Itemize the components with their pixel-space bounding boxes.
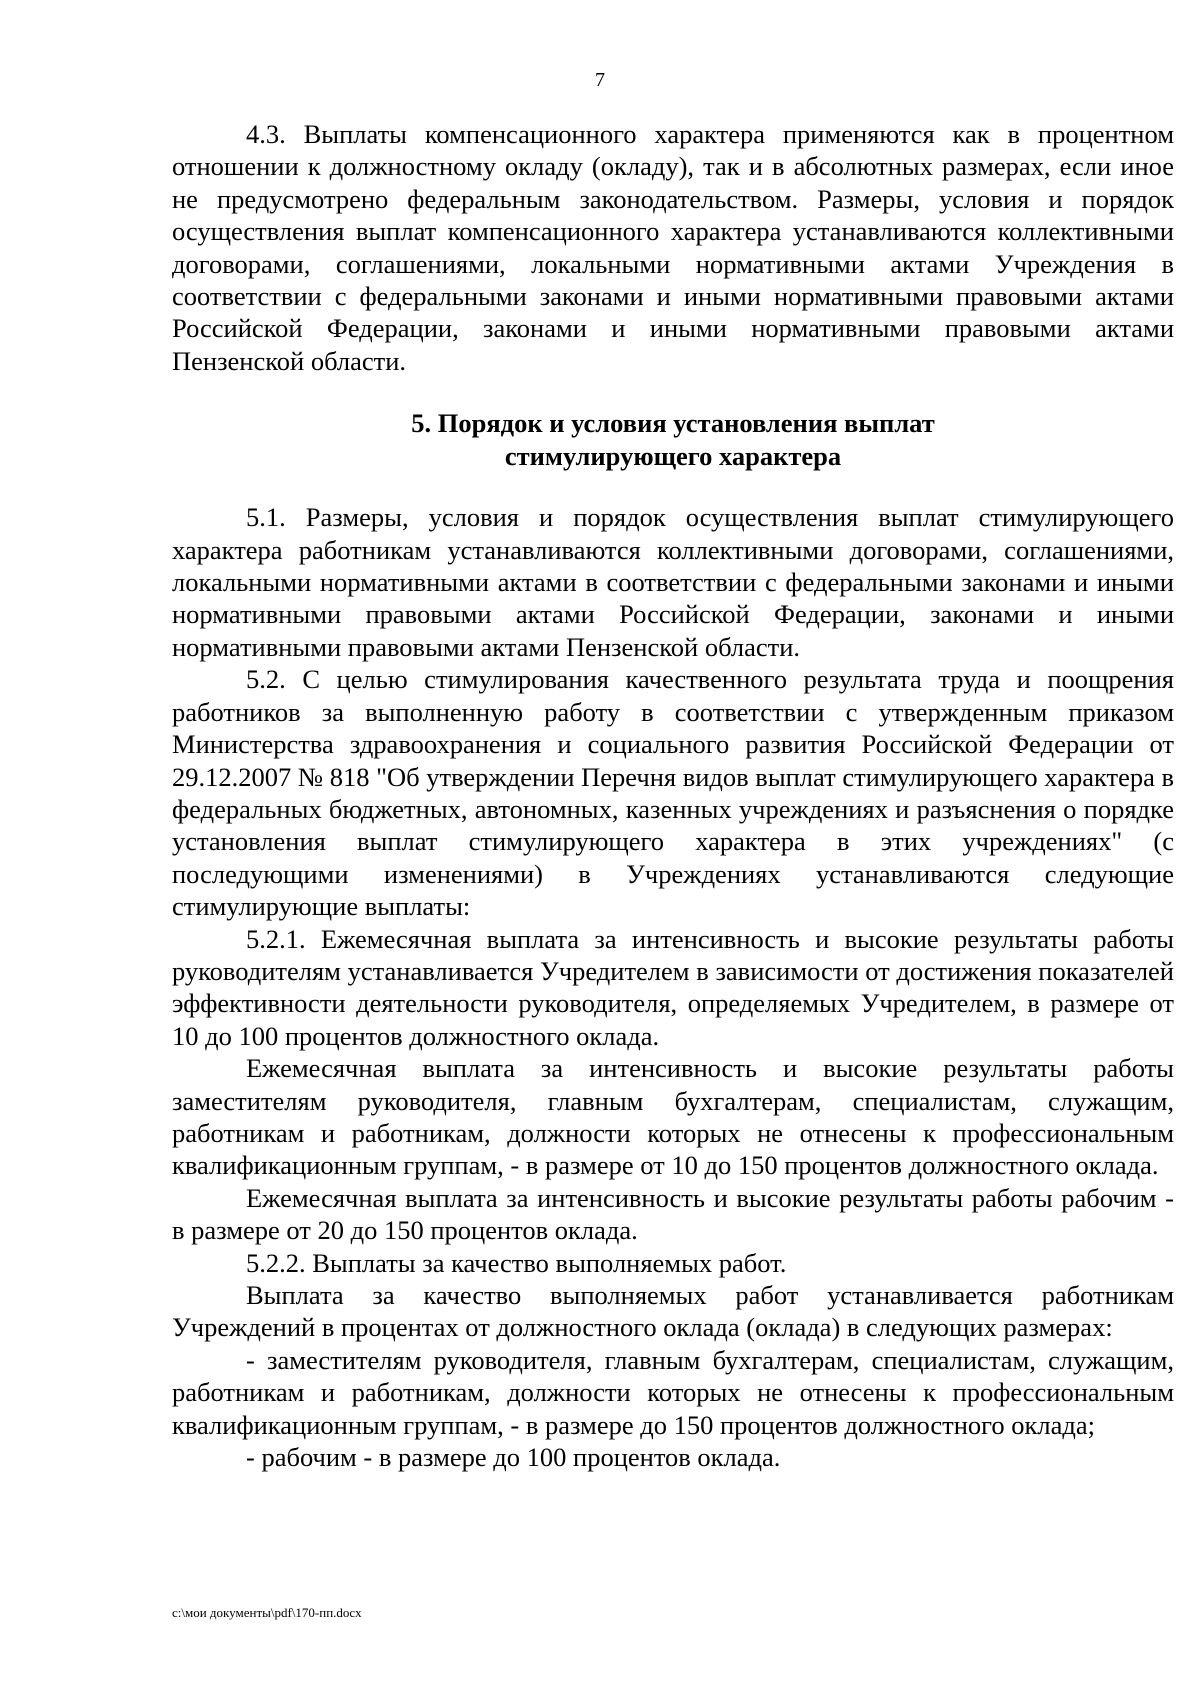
paragraph-5-2-1: 5.2.1. Ежемесячная выплата за интенсивность и высокие результаты работы руководителям устанавливается Учредителем в зависимости от достижения показателей эффективности деятельности руководителя, определяемых Учредителем, в размере от 10 до 100 процентов должностного оклада.: [172, 923, 1174, 1051]
paragraph-5-1: 5.1. Размеры, условия и порядок осуществления выплат стимулирующего характера работникам устанавливаются коллективными договорами, соглашениями, локальными нормативными актами в соответствии с федеральными законами и иными нормативными правовыми актами Российской Федерации, законами и иными нормативными правовыми актами Пензенской области.: [172, 502, 1174, 662]
list-item-workers: - рабочим - в размере до 100 процентов оклада.: [246, 1442, 781, 1473]
page-number: 7: [595, 69, 605, 91]
section-5-heading: [172, 407, 1174, 473]
paragraph-monthly-payment-workers: Ежемесячная выплата за интенсивность и высокие результаты работы рабочим - в размере от 20 до 150 процентов оклада.: [172, 1182, 1174, 1246]
paragraph-quality-payment: Выплата за качество выполняемых работ устанавливается работникам Учреждений в процентах от должностного оклада (оклада) в следующих размерах:: [172, 1280, 1174, 1343]
paragraph-5-2-2: 5.2.2. Выплаты за качество выполняемых работ.: [246, 1247, 787, 1278]
paragraph-4-3: 4.3. Выплаты компенсационного характера применяются как в процентном отношении к должностному окладу (окладу), так и в абсолютных размерах, если иное не предусмотрено федеральным законодательством. Размеры, условия и порядок осуществления выплат компенсационного характера устанавливаются коллективными договорами, соглашениями, локальными нормативными актами Учреждения в соответствии с федеральными законами и иными нормативными правовыми актами Российской Федерации, законами и иными нормативными правовыми актами Пензенской области.: [172, 119, 1174, 376]
section-5-heading-line-1: 5. Порядок и условия установления выплат: [411, 408, 935, 439]
paragraph-monthly-payment-deputies: Ежемесячная выплата за интенсивность и высокие результаты работы заместителям руководителя, главным бухгалтерам, специалистам, служащим, работникам и работникам, должности которых не отнесены к профессиональным квалификационным группам, - в размере от 10 до 150 процентов должностного оклада.: [172, 1053, 1174, 1181]
paragraph-5-2: 5.2. С целью стимулирования качественного результата труда и поощрения работников за выполненную работу в соответствии с утвержденным приказом Министерства здравоохранения и социального развития Российской Федерации от 29.12.2007 № 818 "Об утверждении Перечня видов выплат стимулирующего характера в федеральных бюджетных, автономных, казенных учреждениях и разъяснения о порядке установления выплат стимулирующего характера в этих учреждениях" (с последующими изменениями) в Учреждениях устанавливаются следующие стимулирующие выплаты:: [172, 664, 1174, 922]
document-body: [172, 118, 1174, 1473]
footer-file-path: c:\мои документы\pdf\170-пп.docx: [172, 1605, 362, 1620]
list-item-deputies: - заместителям руководителя, главным бухгалтерам, специалистам, служащим, работникам и работникам, должности которых не отнесены к профессиональным квалификационным группам, - в размере до 150 процентов должностного оклада;: [172, 1344, 1174, 1440]
section-5-heading-line-2: стимулирующего характера: [504, 441, 842, 472]
